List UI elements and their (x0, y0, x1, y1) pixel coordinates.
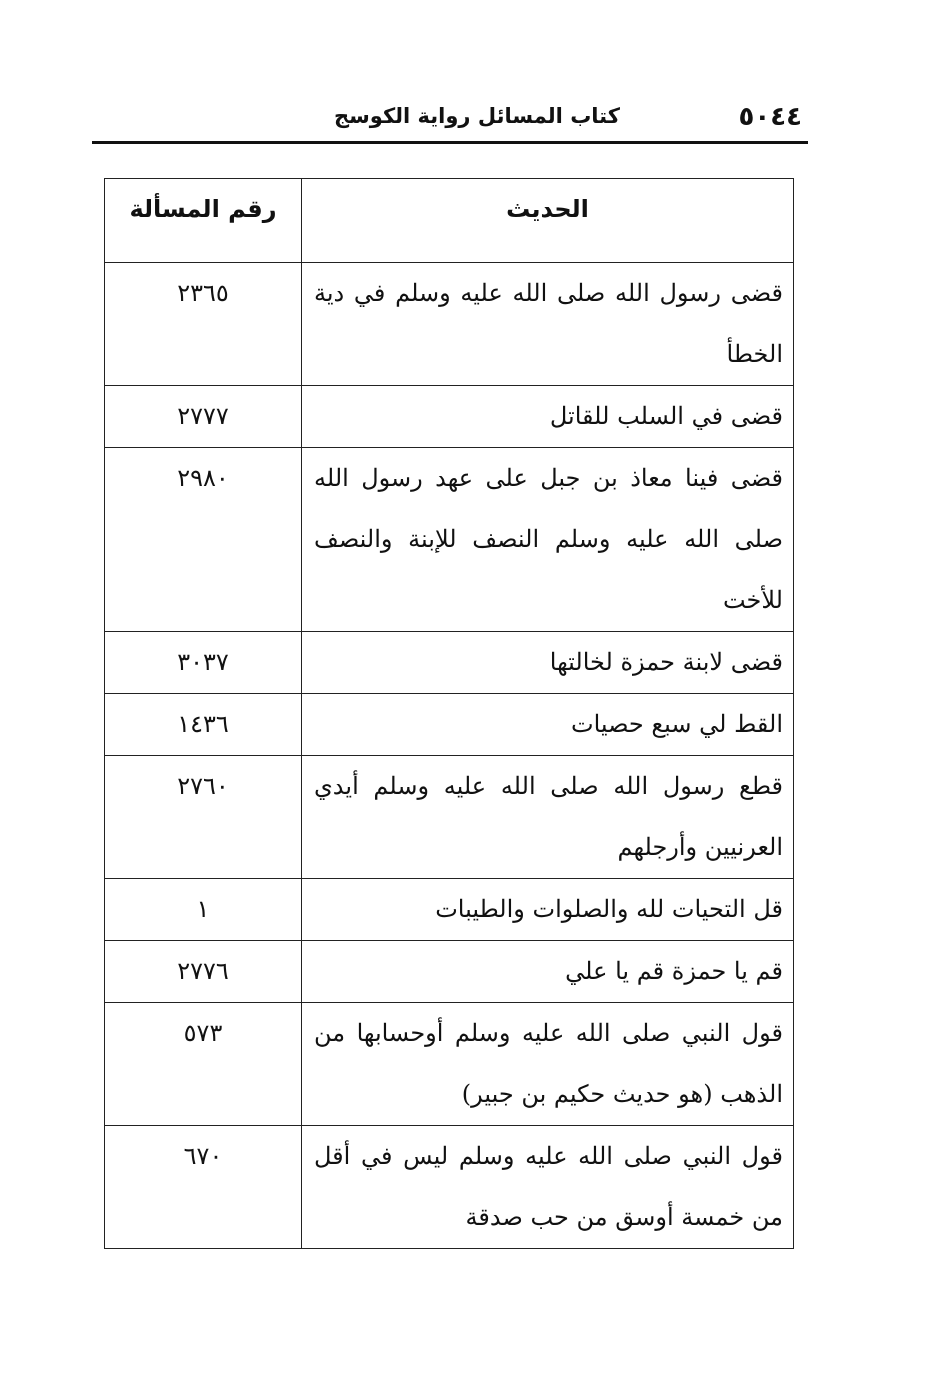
hadith-cell: قطع رسول الله صلى الله عليه وسلم أيدي العرنيين وأرجلهم (302, 756, 794, 879)
issue-number-cell: ٥٧٣ (105, 1003, 302, 1126)
issue-number-cell: ٢٧٧٧ (105, 386, 302, 448)
table-row (105, 448, 794, 632)
hadith-cell: قضى في السلب للقاتل (302, 386, 794, 448)
hadith-index-table (104, 178, 794, 1249)
issue-number-cell: ٣٠٣٧ (105, 632, 302, 694)
table-row (105, 694, 794, 756)
table-header-row (105, 179, 794, 263)
table-row (105, 1003, 794, 1126)
hadith-cell: قل التحيات لله والصلوات والطيبات (302, 879, 794, 941)
hadith-cell: قضى لابنة حمزة لخالتها (302, 632, 794, 694)
issue-number-cell: ١٤٣٦ (105, 694, 302, 756)
hadith-column-header: الحديث (302, 179, 794, 263)
table-row (105, 632, 794, 694)
book-title: كتاب المسائل رواية الكوسج (334, 104, 620, 128)
issue-number-cell: ١ (105, 879, 302, 941)
issue-number-column-header: رقم المسألة (105, 179, 302, 263)
hadith-cell: قم يا حمزة قم يا علي (302, 941, 794, 1003)
table-row (105, 879, 794, 941)
hadith-cell: قضى فينا معاذ بن جبل على عهد رسول الله صلى الله عليه وسلم النصف للإبنة والنصف للأخت (302, 448, 794, 632)
issue-number-cell: ٢٧٧٦ (105, 941, 302, 1003)
page-header (92, 100, 808, 144)
issue-number-cell: ٢٩٨٠ (105, 448, 302, 632)
hadith-cell: قضى رسول الله صلى الله عليه وسلم في دية الخطأ (302, 263, 794, 386)
table-row (105, 1126, 794, 1249)
table-row (105, 756, 794, 879)
table-row (105, 386, 794, 448)
hadith-cell: القط لي سبع حصيات (302, 694, 794, 756)
table-row (105, 263, 794, 386)
issue-number-cell: ٢٣٦٥ (105, 263, 302, 386)
issue-number-cell: ٢٧٦٠ (105, 756, 302, 879)
hadith-cell: قول النبي صلى الله عليه وسلم أوحسابها من الذهب (هو حديث حكيم بن جبير) (302, 1003, 794, 1126)
issue-number-cell: ٦٧٠ (105, 1126, 302, 1249)
table-row (105, 941, 794, 1003)
page-number: ٥٠٤٤ (738, 102, 802, 132)
hadith-cell: قول النبي صلى الله عليه وسلم ليس في أقل من خمسة أوسق من حب صدقة (302, 1126, 794, 1249)
